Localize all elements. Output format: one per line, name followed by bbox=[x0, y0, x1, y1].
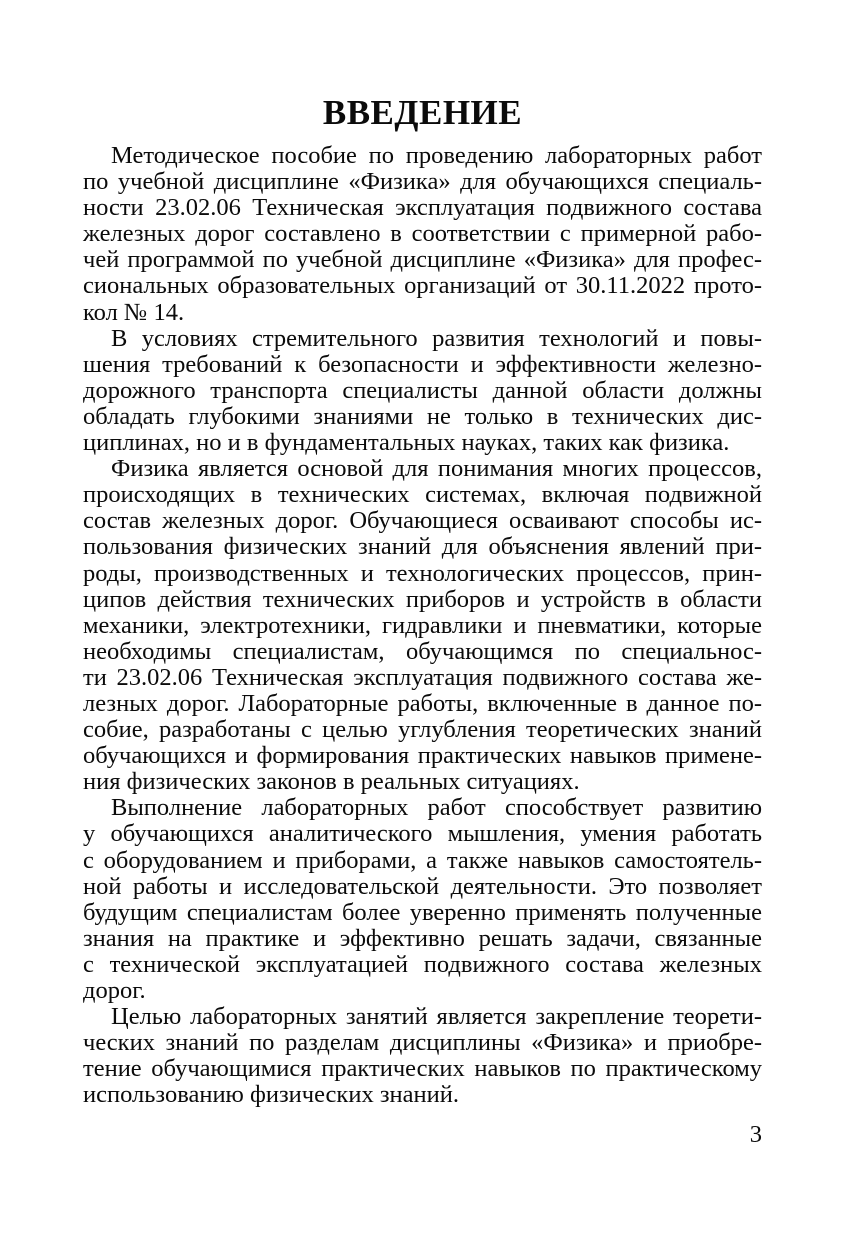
text-line: ния физических законов в реальных ситуациях. bbox=[83, 768, 580, 796]
text-line: обучающихся и формирования практических навыков примене- bbox=[83, 742, 762, 770]
paragraph bbox=[83, 456, 762, 795]
text-line: с технической эксплуатацией подвижного состава железных bbox=[83, 950, 762, 978]
text-line: железных дорог составлено в соответствии с примерной рабо- bbox=[83, 220, 762, 248]
text-line: лезных дорог. Лабораторные работы, включенные в данное по- bbox=[83, 689, 762, 717]
text-line: ной работы и исследовательской деятельности. Это позволяет bbox=[83, 872, 762, 900]
text-line: будущим специалистам более уверенно применять полученные bbox=[83, 898, 762, 926]
paragraph bbox=[83, 326, 762, 456]
text-line: В условиях стремительного развития технологий и повы- bbox=[111, 324, 762, 352]
text-line: использованию физических знаний. bbox=[83, 1081, 459, 1109]
text-line: обладать глубокими знаниями не только в технических дис- bbox=[83, 402, 762, 430]
page-number: 3 bbox=[749, 1121, 762, 1148]
text-line: кол № 14. bbox=[83, 298, 185, 326]
text-line: сиональных образовательных организаций от 30.11.2022 прото- bbox=[83, 272, 762, 300]
text-line: ности 23.02.06 Техническая эксплуатация подвижного состава bbox=[83, 194, 762, 222]
text-line: циплинах, но и в фундаментальных науках, таких как физика. bbox=[83, 429, 730, 457]
text-line: по учебной дисциплине «Физика» для обучающихся специаль- bbox=[83, 168, 762, 196]
text-line: чей программой по учебной дисциплине «Физика» для профес- bbox=[83, 246, 762, 274]
text-line: ципов действия технических приборов и устройств в области bbox=[83, 585, 762, 613]
text-line: с оборудованием и приборами, а также навыков самостоятель- bbox=[83, 846, 762, 874]
text-line: механики, электротехники, гидравлики и пневматики, которые bbox=[83, 611, 762, 639]
text-line: пользования физических знаний для объяснения явлений при- bbox=[83, 533, 762, 561]
text-line: Выполнение лабораторных работ способствует развитию bbox=[111, 794, 762, 822]
text-line: ческих знаний по разделам дисциплины «Физика» и приобре- bbox=[83, 1029, 762, 1057]
text-line: Физика является основой для понимания многих процессов, bbox=[111, 455, 762, 483]
text-line: происходящих в технических системах, включая подвижной bbox=[83, 481, 762, 509]
paragraph bbox=[83, 1004, 762, 1108]
paragraph bbox=[83, 795, 762, 1004]
paragraph bbox=[83, 143, 762, 326]
text-line: состав железных дорог. Обучающиеся осваивают способы ис- bbox=[83, 507, 762, 535]
document-body bbox=[83, 143, 762, 1108]
text-line: ти 23.02.06 Техническая эксплуатация подвижного состава же- bbox=[83, 663, 762, 691]
text-line: роды, производственных и технологических процессов, прин- bbox=[83, 559, 762, 587]
text-line: дорог. bbox=[83, 977, 146, 1004]
text-line: Целью лабораторных занятий является закрепление теорети- bbox=[111, 1003, 762, 1031]
text-line: собие, разработаны с целью углубления теоретических знаний bbox=[83, 716, 762, 744]
text-line: необходимы специалистам, обучающимся по специальнос- bbox=[83, 637, 762, 665]
text-line: шения требований к безопасности и эффективности железно- bbox=[83, 350, 762, 378]
text-line: Методическое пособие по проведению лабораторных работ bbox=[111, 142, 762, 169]
text-line: дорожного транспорта специалисты данной области должны bbox=[83, 376, 762, 404]
text-line: у обучающихся аналитического мышления, умения работать bbox=[83, 820, 762, 848]
text-line: знания на практике и эффективно решать задачи, связанные bbox=[83, 924, 762, 952]
text-line: тение обучающимися практических навыков по практическому bbox=[83, 1055, 762, 1083]
page-title: ВВЕДЕНИЕ bbox=[322, 93, 523, 132]
